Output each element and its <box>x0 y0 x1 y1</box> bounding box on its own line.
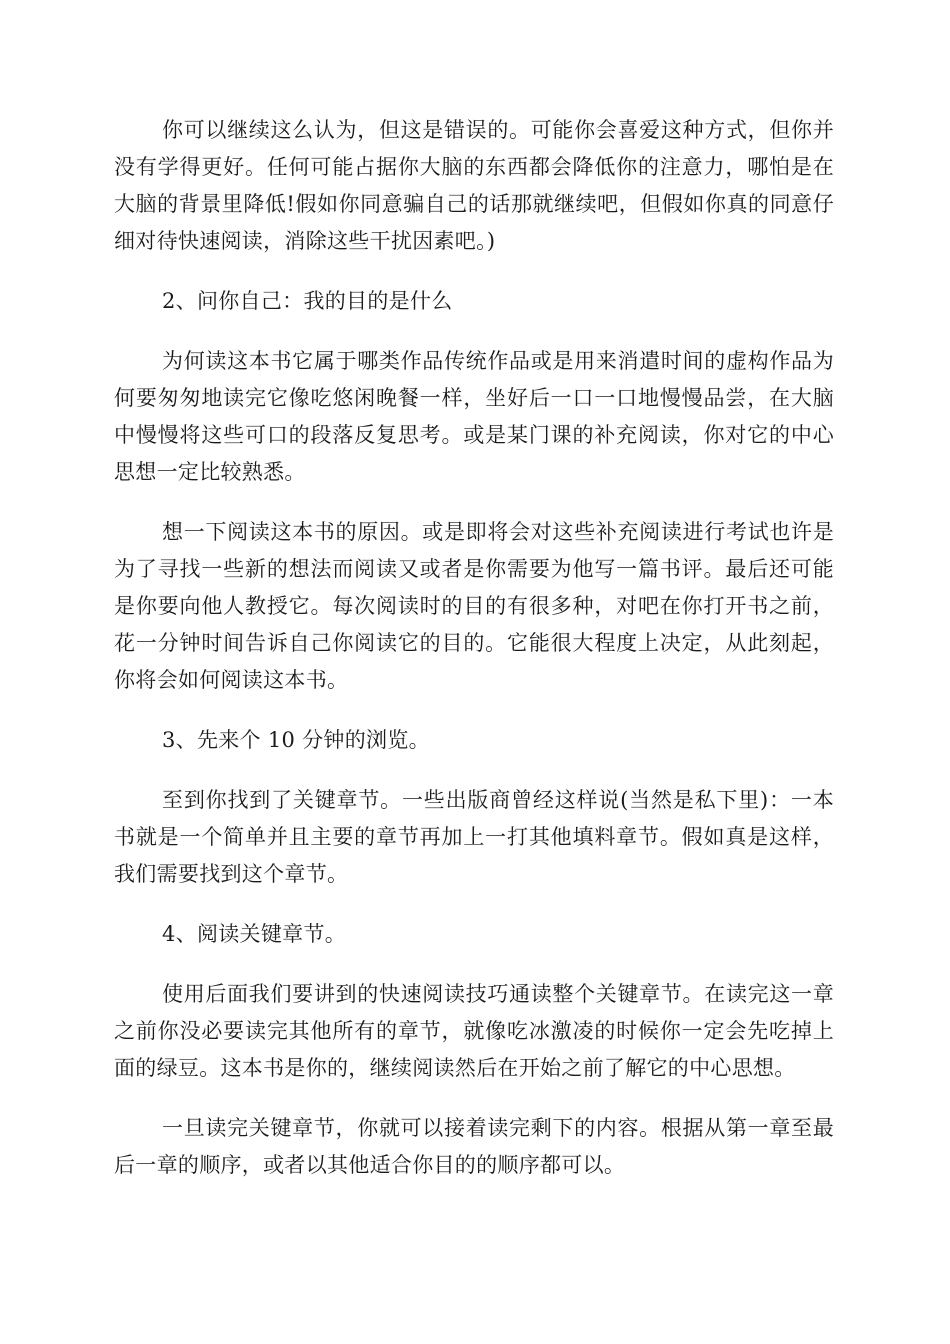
heading-step-4: 4、阅读关键章节。 <box>162 922 347 946</box>
paragraph-read-remaining: 一旦读完关键章节，你就可以接着读完剩下的内容。根据从第一章至最后一章的顺序，或者以其他适合你目的的顺序都可以。 <box>114 1116 834 1177</box>
paragraph-read-key-chapter: 使用后面我们要讲到的快速阅读技巧通读整个关键章节。在读完这一章之前你没必要读完其他所有的章节，就像吃冰激凌的时候你一定会先吃掉上面的绿豆。这本书是你的，继续阅读然后在开始之前了解它的中心思想。 <box>114 982 834 1080</box>
heading-step-2: 2、问你自己：我的目的是什么 <box>162 289 453 313</box>
paragraph-reading-purpose: 想一下阅读这本书的原因。或是即将会对这些补充阅读进行考试也许是为了寻找一些新的想法而阅读又或者是你需要为他写一篇书评。最后还可能是你要向他人教授它。每次阅读时的目的有很多种，对吧在你打开书之前，花一分钟时间告诉自己你阅读它的目的。它能很大程度上决定，从此刻起，你将会如何阅读这本书。 <box>114 520 834 692</box>
heading-step-3: 3、先来个 10 分钟的浏览。 <box>162 728 430 752</box>
paragraph-find-key-chapter: 至到你找到了关键章节。一些出版商曾经这样说(当然是私下里)：一本书就是一个简单并且主要的章节再加上一打其他填料章节。假如真是这样，我们需要找到这个章节。 <box>114 788 834 886</box>
paragraph-why-read: 为何读这本书它属于哪类作品传统作品或是用来消遣时间的虚构作品为何要匆匆地读完它像吃悠闲晚餐一样，坐好后一口一口地慢慢品尝，在大脑中慢慢将这些可口的段落反复思考。或是某门课的补充阅读，你对它的中心思想一定比较熟悉。 <box>114 349 834 484</box>
document-body <box>114 112 834 1207</box>
paragraph-distraction: 你可以继续这么认为，但这是错误的。可能你会喜爱这种方式，但你并没有学得更好。任何可能占据你大脑的东西都会降低你的注意力，哪怕是在大脑的背景里降低!假如你同意骗自己的话那就继续吧，但假如你真的同意仔细对待快速阅读，消除这些干扰因素吧。) <box>114 118 834 253</box>
